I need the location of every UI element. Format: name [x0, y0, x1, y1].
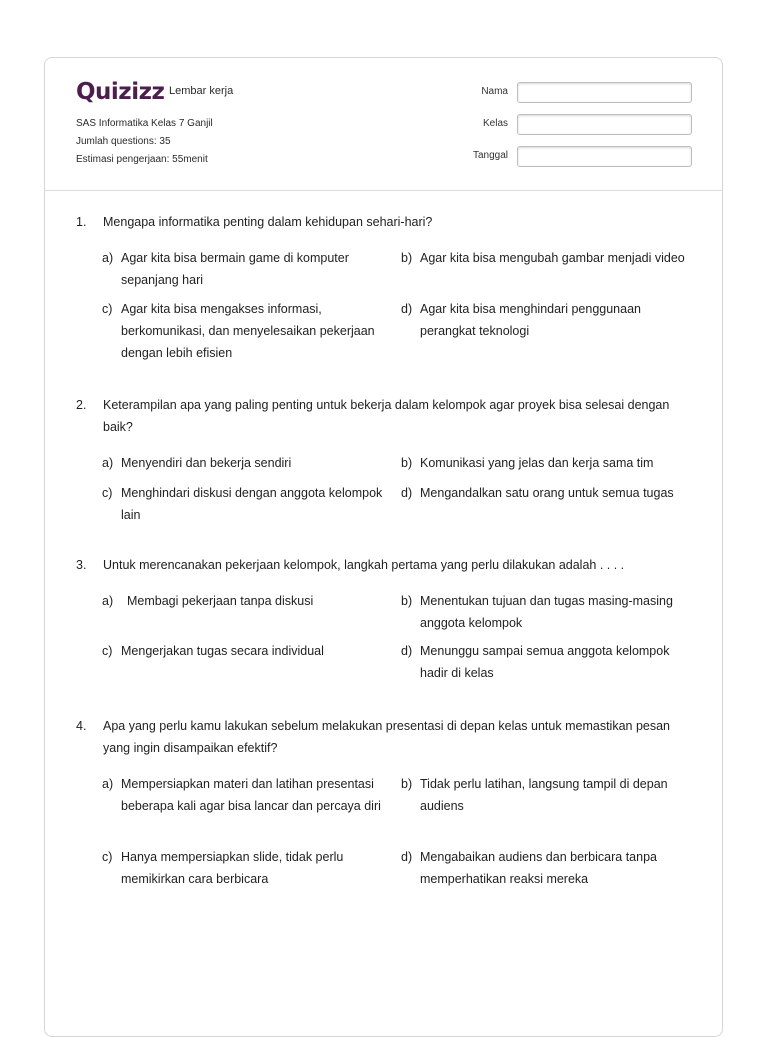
- option-letter: c): [102, 302, 113, 316]
- worksheet-title: SAS Informatika Kelas 7 Ganjil: [76, 118, 213, 129]
- option-text: Agar kita bisa menghindari penggunaan perangkat teknologi: [420, 302, 641, 338]
- option-letter: c): [102, 486, 113, 500]
- class-label: Kelas: [482, 118, 508, 129]
- question-text: Mengapa informatika penting dalam kehidupan sehari-hari?: [103, 215, 433, 229]
- estimated-time: Estimasi pengerjaan: 55menit: [76, 154, 208, 165]
- option-letter: c): [102, 850, 113, 864]
- date-label: Tanggal: [472, 150, 508, 161]
- option-text: Mengerjakan tugas secara individual: [121, 644, 324, 658]
- option-letter: b): [401, 594, 413, 608]
- worksheet-header: [45, 58, 722, 191]
- date-field[interactable]: [517, 146, 692, 167]
- option-letter: b): [401, 777, 413, 791]
- option-letter: a): [102, 456, 114, 470]
- option-letter: c): [102, 644, 113, 658]
- option-text: Mengabaikan audiens dan berbicara tanpa memperhatikan reaksi mereka: [420, 850, 657, 886]
- option-letter: d): [401, 850, 413, 864]
- option-text: Komunikasi yang jelas dan kerja sama tim: [420, 456, 654, 470]
- name-field[interactable]: [517, 82, 692, 103]
- question-number: 1.: [76, 215, 87, 229]
- question-count: Jumlah questions: 35: [76, 136, 171, 147]
- option-letter: a): [102, 594, 114, 608]
- option-text: Tidak perlu latihan, langsung tampil di depan audiens: [420, 777, 668, 813]
- option-text: Agar kita bisa bermain game di komputer sepanjang hari: [121, 251, 349, 287]
- option-text: Membagi pekerjaan tanpa diskusi: [127, 594, 314, 608]
- name-label: Nama: [481, 86, 508, 97]
- question-text: Untuk merencanakan pekerjaan kelompok, langkah pertama yang perlu dilakukan adalah . . . .: [103, 558, 625, 572]
- option-text: Menunggu sampai semua anggota kelompok hadir di kelas: [420, 644, 670, 680]
- option-text: Agar kita bisa mengakses informasi, berkomunikasi, dan menyelesaikan pekerjaan dengan lebih efisien: [121, 302, 375, 360]
- option-letter: b): [401, 251, 413, 265]
- quizizz-logo: Quizizz: [76, 79, 165, 105]
- question-number: 4.: [76, 719, 87, 733]
- option-letter: d): [401, 644, 413, 658]
- sheet-type-label: Lembar kerja: [169, 85, 234, 97]
- option-text: Menghindari diskusi dengan anggota kelompok lain: [121, 486, 383, 522]
- question-number: 2.: [76, 398, 87, 412]
- option-text: Menentukan tujuan dan tugas masing-masing anggota kelompok: [420, 594, 673, 630]
- option-letter: a): [102, 777, 114, 791]
- option-text: Menyendiri dan bekerja sendiri: [121, 456, 292, 470]
- worksheet: [44, 57, 723, 1037]
- option-letter: d): [401, 486, 413, 500]
- class-field[interactable]: [517, 114, 692, 135]
- option-letter: b): [401, 456, 413, 470]
- option-text: Agar kita bisa mengubah gambar menjadi video: [420, 251, 685, 265]
- option-text: Mempersiapkan materi dan latihan presentasi beberapa kali agar bisa lancar dan percaya diri: [121, 777, 381, 813]
- option-letter: d): [401, 302, 413, 316]
- option-letter: a): [102, 251, 114, 265]
- question-text: Apa yang perlu kamu lakukan sebelum melakukan presentasi di depan kelas untuk memastikan pesan yang ingin disampaikan efektif?: [103, 719, 670, 755]
- option-text: Mengandalkan satu orang untuk semua tugas: [420, 486, 674, 500]
- question-number: 3.: [76, 558, 87, 572]
- question-text: Keterampilan apa yang paling penting untuk bekerja dalam kelompok agar proyek bisa selesai dengan baik?: [103, 398, 670, 434]
- option-text: Hanya mempersiapkan slide, tidak perlu memikirkan cara berbicara: [121, 850, 344, 886]
